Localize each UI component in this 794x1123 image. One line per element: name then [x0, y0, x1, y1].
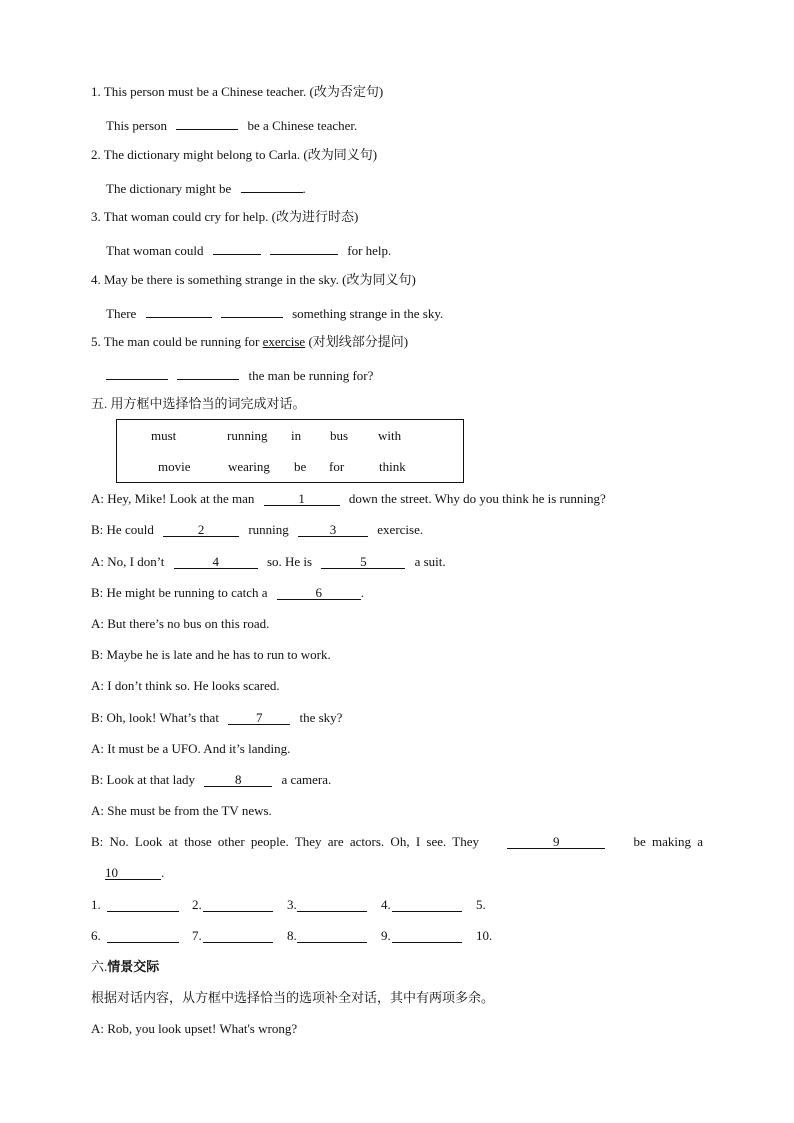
answer-1-line — [106, 115, 357, 134]
dialogue-text: B: Oh, look! What’s that — [91, 710, 219, 725]
dialogue-blank[interactable]: 6 — [277, 585, 361, 600]
answer-3-line — [106, 240, 391, 259]
dialogue-line: B: Maybe he is late and he has to run to work. — [91, 647, 331, 662]
word-box-item: for — [329, 459, 345, 474]
answer-1-suffix: be a Chinese teacher. — [247, 118, 358, 133]
question-5-prefix: 5. The man could be running for — [91, 334, 260, 349]
dialogue-line: A: Rob, you look upset! What's wrong? — [91, 1021, 298, 1036]
dialogue-text: exercise. — [377, 522, 424, 537]
answer-2-blank[interactable] — [241, 178, 303, 193]
dialogue-line — [91, 710, 342, 726]
answer-blank[interactable] — [297, 897, 367, 912]
answer-4-suffix: something strange in the sky. — [292, 306, 444, 321]
answer-1-prefix: This person — [106, 118, 168, 133]
answer-4-blank-a[interactable] — [146, 303, 212, 318]
answer-number: 2. — [192, 897, 202, 912]
dialogue-blank[interactable]: 4 — [174, 554, 258, 569]
dialogue-text: . — [161, 865, 165, 880]
answer-4-blank-b[interactable] — [221, 303, 283, 318]
dialogue-line — [91, 554, 446, 570]
part-6-number: 六. — [91, 959, 108, 974]
dialogue-text: a camera. — [281, 772, 332, 787]
dialogue-text: . — [360, 585, 365, 600]
dialogue-blank[interactable]: 8 — [204, 772, 272, 787]
answer-number: 5. — [476, 897, 486, 912]
answer-4-prefix: There — [106, 306, 137, 321]
answer-number: 8. — [287, 928, 297, 943]
answer-3-blank-a[interactable] — [213, 240, 261, 255]
dialogue-text: the sky? — [299, 710, 343, 725]
part-5-heading: 五. 用方框中选择恰当的词完成对话。 — [91, 396, 306, 411]
answer-2-prefix: The dictionary might be — [106, 181, 232, 196]
dialogue-text: be making a — [633, 834, 703, 849]
dialogue-line — [91, 522, 423, 538]
dialogue-text: a suit. — [414, 554, 446, 569]
answer-blank[interactable] — [107, 897, 179, 912]
word-box-item: be — [294, 459, 307, 474]
answer-4-line — [106, 303, 443, 322]
dialogue-blank[interactable]: 1 — [264, 491, 340, 506]
dialogue-blank[interactable]: 3 — [298, 522, 368, 537]
word-box-item: must — [151, 428, 177, 443]
dialogue-line — [91, 585, 364, 601]
word-box — [116, 419, 464, 483]
answer-5-blank-b[interactable] — [177, 365, 239, 380]
dialogue-text: B: Look at that lady — [91, 772, 195, 787]
answer-5-line — [106, 365, 373, 384]
question-1: 1. This person must be a Chinese teacher. (改为否定句) — [91, 84, 384, 99]
dialogue-blank[interactable]: 9 — [507, 834, 605, 849]
answer-2-line — [106, 178, 306, 197]
answer-blank[interactable] — [203, 897, 273, 912]
word-box-item: wearing — [228, 459, 270, 474]
dialogue-text: B: No. Look at those other people. They are actors. Oh, I see. They — [91, 834, 479, 849]
answer-3-suffix: for help. — [347, 243, 392, 258]
question-5-underlined: exercise — [262, 334, 306, 349]
dialogue-line: A: I don’t think so. He looks scared. — [91, 678, 280, 693]
word-box-item: in — [291, 428, 302, 443]
dialogue-text: A: No, I don’t — [91, 554, 165, 569]
dialogue-line — [105, 865, 164, 881]
answer-blank[interactable] — [297, 928, 367, 943]
answer-blank[interactable] — [392, 928, 462, 943]
part-6-title: 情景交际 — [107, 959, 160, 974]
dialogue-line — [91, 491, 606, 507]
dialogue-line — [91, 772, 331, 788]
answer-number: 1. — [91, 897, 101, 912]
answer-5-blank-a[interactable] — [106, 365, 168, 380]
dialogue-text: B: He might be running to catch a — [91, 585, 268, 600]
dialogue-text: so. He is — [266, 554, 313, 569]
dialogue-blank[interactable]: 10 — [105, 865, 161, 880]
dialogue-blank[interactable]: 2 — [163, 522, 239, 537]
answer-5-suffix: the man be running for? — [248, 368, 374, 383]
answer-number: 10. — [476, 928, 493, 943]
answer-2-suffix: . — [302, 181, 306, 196]
answer-number: 6. — [91, 928, 101, 943]
dialogue-line: A: It must be a UFO. And it’s landing. — [91, 741, 291, 756]
question-4: 4. May be there is something strange in the sky. (改为同义句) — [91, 272, 416, 287]
dialogue-line: A: But there’s no bus on this road. — [91, 616, 270, 631]
dialogue-blank[interactable]: 5 — [321, 554, 405, 569]
question-2: 2. The dictionary might belong to Carla. (改为同义句) — [91, 147, 378, 162]
dialogue-text: down the street. Why do you think he is running? — [348, 491, 606, 506]
answer-blank[interactable] — [392, 897, 462, 912]
answer-number: 9. — [381, 928, 391, 943]
dialogue-line: A: She must be from the TV news. — [91, 803, 272, 818]
question-3: 3. That woman could cry for help. (改为进行时态) — [91, 209, 359, 224]
question-5-suffix: (对划线部分提问) — [308, 334, 409, 349]
dialogue-text: running — [248, 522, 289, 537]
dialogue-text: B: He could — [91, 522, 154, 537]
answer-3-blank-b[interactable] — [270, 240, 338, 255]
word-box-item: movie — [158, 459, 191, 474]
dialogue-blank[interactable]: 7 — [228, 710, 290, 725]
question-5 — [91, 334, 408, 350]
answer-number: 4. — [381, 897, 391, 912]
answer-number: 7. — [192, 928, 202, 943]
word-box-item: with — [378, 428, 402, 443]
word-box-item: bus — [330, 428, 349, 443]
word-box-item: running — [227, 428, 268, 443]
answer-3-prefix: That woman could — [106, 243, 204, 258]
part-6-heading — [91, 959, 159, 975]
answer-blank[interactable] — [107, 928, 179, 943]
answer-number: 3. — [287, 897, 297, 912]
part-6-instruction: 根据对话内容，从方框中选择恰当的选项补全对话，其中有两项多余。 — [91, 990, 495, 1005]
word-box-item: think — [379, 459, 406, 474]
answer-1-blank[interactable] — [176, 115, 238, 130]
answer-blank[interactable] — [203, 928, 273, 943]
dialogue-line — [91, 834, 703, 850]
dialogue-text: A: Hey, Mike! Look at the man — [91, 491, 255, 506]
